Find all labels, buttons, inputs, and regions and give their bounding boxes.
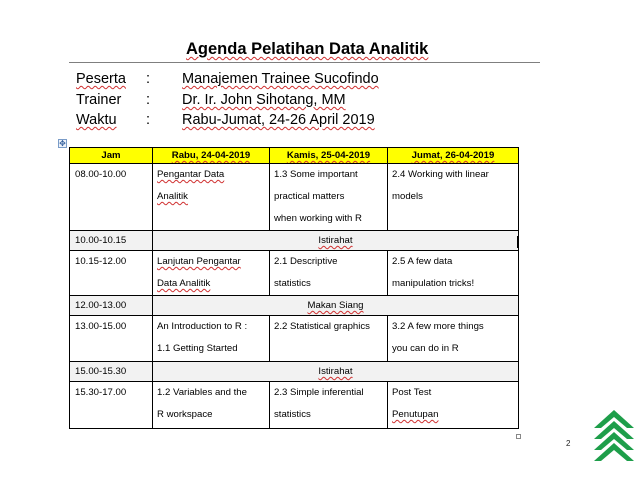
table-row bbox=[70, 231, 519, 251]
time-cell: 10.00-10.15 bbox=[70, 231, 153, 251]
meta-label: Peserta bbox=[76, 71, 126, 87]
table-row bbox=[70, 316, 519, 362]
table-row bbox=[70, 164, 519, 231]
time-cell: 15.30-17.00 bbox=[70, 382, 153, 429]
title-divider bbox=[69, 62, 540, 63]
session-cell: An Introduction to R : 1.1 Getting Started bbox=[153, 316, 270, 362]
header-cell: Kamis, 25-04-2019 bbox=[270, 148, 388, 164]
table-row bbox=[70, 296, 519, 316]
meta-label: Trainer bbox=[76, 92, 122, 108]
meta-value: Manajemen Trainee Sucofindo bbox=[182, 71, 379, 87]
header-cell: Jam bbox=[70, 148, 153, 164]
table-row bbox=[70, 382, 519, 429]
time-cell: 10.15-12.00 bbox=[70, 251, 153, 296]
table-header-row bbox=[70, 148, 519, 164]
meta-label: Waktu bbox=[76, 112, 117, 128]
session-cell: 1.3 Some important practical matters when working with R bbox=[270, 164, 388, 231]
session-cell: 3.2 A few more things you can do in R bbox=[388, 316, 519, 362]
session-cell: 1.2 Variables and the R workspace bbox=[153, 382, 270, 429]
time-cell: 08.00-10.00 bbox=[70, 164, 153, 231]
meta-colon: : bbox=[146, 92, 151, 108]
break-cell: Makan Siang bbox=[153, 296, 519, 316]
page-number: 2 bbox=[566, 439, 571, 448]
time-cell: 12.00-13.00 bbox=[70, 296, 153, 316]
break-cell: Istirahat bbox=[153, 231, 519, 251]
session-cell: Post Test Penutupan bbox=[388, 382, 519, 429]
session-cell: 2.1 Descriptive statistics bbox=[270, 251, 388, 296]
company-logo-icon bbox=[594, 410, 634, 466]
header-cell: Jumat, 26-04-2019 bbox=[388, 148, 519, 164]
session-cell: 2.5 A few data manipulation tricks! bbox=[388, 251, 519, 296]
page-title: Agenda Pelatihan Data Analitik bbox=[186, 40, 429, 58]
header-cell: Rabu, 24-04-2019 bbox=[153, 148, 270, 164]
meta-colon: : bbox=[146, 71, 151, 87]
meta-value: Rabu-Jumat, 24-26 April 2019 bbox=[182, 112, 375, 128]
session-cell: 2.3 Simple inferential statistics bbox=[270, 382, 388, 429]
text-cursor bbox=[517, 236, 519, 248]
table-resize-handle[interactable] bbox=[516, 434, 521, 439]
meta-value: Dr. Ir. John Sihotang, MM bbox=[182, 92, 346, 108]
break-cell: Istirahat bbox=[153, 362, 519, 382]
table-row bbox=[70, 251, 519, 296]
table-row bbox=[70, 362, 519, 382]
session-cell: Lanjutan Pengantar Data Analitik bbox=[153, 251, 270, 296]
meta-colon: : bbox=[146, 112, 151, 128]
session-cell: 2.4 Working with linear models bbox=[388, 164, 519, 231]
table-move-handle-icon[interactable]: ✥ bbox=[59, 139, 66, 148]
session-cell: Pengantar Data Analitik bbox=[153, 164, 270, 231]
agenda-table bbox=[69, 147, 519, 429]
session-cell: 2.2 Statistical graphics bbox=[270, 316, 388, 362]
time-cell: 13.00-15.00 bbox=[70, 316, 153, 362]
time-cell: 15.00-15.30 bbox=[70, 362, 153, 382]
